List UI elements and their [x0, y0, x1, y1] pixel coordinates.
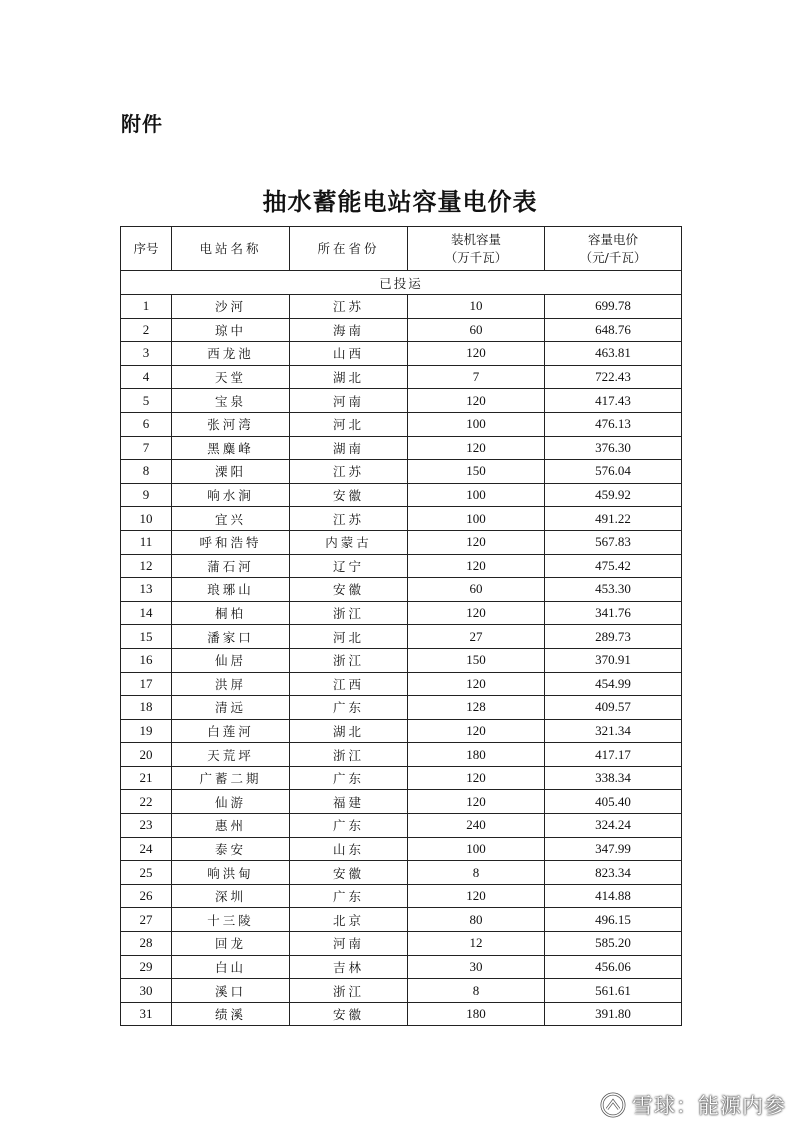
cell-seq: 27 [121, 908, 172, 932]
cell-seq: 25 [121, 861, 172, 885]
table-row [121, 884, 682, 908]
cell-station: 琼中 [172, 318, 290, 342]
table-row [121, 365, 682, 389]
table-row [121, 1002, 682, 1026]
cell-capacity: 120 [408, 342, 545, 366]
cell-price: 409.57 [545, 696, 682, 720]
cell-seq: 7 [121, 436, 172, 460]
cell-station: 沙河 [172, 295, 290, 319]
cell-price: 459.92 [545, 483, 682, 507]
cell-station: 清远 [172, 696, 290, 720]
cell-station: 溧阳 [172, 460, 290, 484]
cell-station: 深圳 [172, 884, 290, 908]
table-row [121, 648, 682, 672]
cell-seq: 29 [121, 955, 172, 979]
cell-capacity: 7 [408, 365, 545, 389]
cell-station: 白莲河 [172, 719, 290, 743]
header-capacity-label: 装机容量 [450, 231, 501, 247]
cell-province: 吉林 [290, 955, 408, 979]
cell-price: 463.81 [545, 342, 682, 366]
cell-capacity: 150 [408, 648, 545, 672]
cell-province: 海南 [290, 318, 408, 342]
cell-capacity: 128 [408, 696, 545, 720]
cell-price: 567.83 [545, 530, 682, 554]
cell-price: 289.73 [545, 625, 682, 649]
header-capacity-unit: （万千瓦） [444, 249, 508, 265]
table-row [121, 814, 682, 838]
cell-capacity: 120 [408, 766, 545, 790]
table-row [121, 861, 682, 885]
cell-station: 天堂 [172, 365, 290, 389]
cell-station: 潘家口 [172, 625, 290, 649]
cell-seq: 18 [121, 696, 172, 720]
cell-province: 湖北 [290, 719, 408, 743]
table-row [121, 719, 682, 743]
page-title: 抽水蓄能电站容量电价表 [262, 188, 538, 216]
table-row [121, 837, 682, 861]
cell-capacity: 120 [408, 719, 545, 743]
cell-station: 天荒坪 [172, 743, 290, 767]
cell-seq: 3 [121, 342, 172, 366]
header-price [545, 227, 682, 271]
cell-seq: 5 [121, 389, 172, 413]
section-label: 已投运 [121, 271, 682, 295]
cell-price: 476.13 [545, 412, 682, 436]
cell-capacity: 60 [408, 578, 545, 602]
cell-station: 白山 [172, 955, 290, 979]
cell-capacity: 60 [408, 318, 545, 342]
header-capacity [408, 227, 545, 271]
cell-station: 西龙池 [172, 342, 290, 366]
cell-province: 广东 [290, 814, 408, 838]
cell-price: 475.42 [545, 554, 682, 578]
cell-province: 湖北 [290, 365, 408, 389]
cell-province: 河南 [290, 389, 408, 413]
cell-price: 341.76 [545, 601, 682, 625]
header-station: 电站名称 [172, 227, 290, 271]
table-row [121, 790, 682, 814]
xueqiu-logo-icon [600, 1092, 626, 1118]
cell-price: 405.40 [545, 790, 682, 814]
cell-seq: 2 [121, 318, 172, 342]
cell-seq: 4 [121, 365, 172, 389]
cell-station: 溪口 [172, 979, 290, 1003]
cell-capacity: 120 [408, 436, 545, 460]
cell-seq: 24 [121, 837, 172, 861]
cell-province: 安徽 [290, 483, 408, 507]
cell-seq: 26 [121, 884, 172, 908]
header-price-label: 容量电价 [587, 231, 638, 247]
cell-seq: 1 [121, 295, 172, 319]
cell-capacity: 100 [408, 412, 545, 436]
cell-capacity: 8 [408, 979, 545, 1003]
cell-capacity: 150 [408, 460, 545, 484]
cell-capacity: 180 [408, 743, 545, 767]
cell-station: 琅琊山 [172, 578, 290, 602]
cell-station: 响水涧 [172, 483, 290, 507]
cell-price: 453.30 [545, 578, 682, 602]
cell-price: 648.76 [545, 318, 682, 342]
cell-seq: 10 [121, 507, 172, 531]
cell-station: 宜兴 [172, 507, 290, 531]
cell-station: 呼和浩特 [172, 530, 290, 554]
cell-seq: 30 [121, 979, 172, 1003]
table-row [121, 578, 682, 602]
table-row [121, 412, 682, 436]
section-row [121, 271, 682, 295]
cell-price: 376.30 [545, 436, 682, 460]
cell-capacity: 30 [408, 955, 545, 979]
table-row [121, 696, 682, 720]
header-province: 所在省份 [290, 227, 408, 271]
cell-capacity: 8 [408, 861, 545, 885]
cell-station: 十三陵 [172, 908, 290, 932]
cell-price: 370.91 [545, 648, 682, 672]
table-row [121, 389, 682, 413]
cell-province: 浙江 [290, 743, 408, 767]
cell-price: 491.22 [545, 507, 682, 531]
cell-province: 内蒙古 [290, 530, 408, 554]
cell-province: 辽宁 [290, 554, 408, 578]
cell-station: 黑麋峰 [172, 436, 290, 460]
table-row [121, 979, 682, 1003]
cell-station: 蒲石河 [172, 554, 290, 578]
cell-capacity: 120 [408, 389, 545, 413]
cell-station: 仙居 [172, 648, 290, 672]
cell-province: 广东 [290, 884, 408, 908]
cell-seq: 19 [121, 719, 172, 743]
cell-seq: 11 [121, 530, 172, 554]
cell-province: 江苏 [290, 460, 408, 484]
table-row [121, 507, 682, 531]
cell-price: 347.99 [545, 837, 682, 861]
table-row [121, 601, 682, 625]
cell-province: 河北 [290, 625, 408, 649]
cell-price: 391.80 [545, 1002, 682, 1026]
table-row [121, 766, 682, 790]
cell-seq: 12 [121, 554, 172, 578]
cell-capacity: 10 [408, 295, 545, 319]
cell-province: 江西 [290, 672, 408, 696]
cell-seq: 20 [121, 743, 172, 767]
cell-station: 响洪甸 [172, 861, 290, 885]
table-row [121, 908, 682, 932]
header-seq: 序号 [121, 227, 172, 271]
cell-province: 湖南 [290, 436, 408, 460]
cell-seq: 23 [121, 814, 172, 838]
cell-capacity: 240 [408, 814, 545, 838]
attachment-label: 附件 [121, 112, 163, 136]
cell-capacity: 100 [408, 483, 545, 507]
table-row [121, 436, 682, 460]
cell-province: 广东 [290, 696, 408, 720]
cell-price: 722.43 [545, 365, 682, 389]
table-header-row [121, 227, 682, 271]
cell-price: 324.24 [545, 814, 682, 838]
cell-price: 321.34 [545, 719, 682, 743]
cell-price: 576.04 [545, 460, 682, 484]
cell-price: 414.88 [545, 884, 682, 908]
cell-station: 广蓄二期 [172, 766, 290, 790]
cell-price: 496.15 [545, 908, 682, 932]
cell-province: 福建 [290, 790, 408, 814]
cell-station: 洪屏 [172, 672, 290, 696]
price-table [120, 226, 682, 1026]
cell-province: 河南 [290, 932, 408, 956]
cell-capacity: 120 [408, 884, 545, 908]
table-row [121, 672, 682, 696]
cell-seq: 6 [121, 412, 172, 436]
table-row [121, 955, 682, 979]
cell-price: 561.61 [545, 979, 682, 1003]
cell-price: 417.43 [545, 389, 682, 413]
cell-province: 浙江 [290, 601, 408, 625]
cell-province: 广东 [290, 766, 408, 790]
cell-province: 安徽 [290, 578, 408, 602]
cell-capacity: 80 [408, 908, 545, 932]
cell-capacity: 120 [408, 554, 545, 578]
cell-province: 安徽 [290, 861, 408, 885]
cell-price: 585.20 [545, 932, 682, 956]
cell-capacity: 100 [408, 507, 545, 531]
cell-seq: 17 [121, 672, 172, 696]
table-row [121, 342, 682, 366]
cell-province: 河北 [290, 412, 408, 436]
cell-seq: 8 [121, 460, 172, 484]
table-row [121, 530, 682, 554]
cell-province: 山东 [290, 837, 408, 861]
cell-station: 回龙 [172, 932, 290, 956]
cell-seq: 14 [121, 601, 172, 625]
table-row [121, 460, 682, 484]
cell-capacity: 12 [408, 932, 545, 956]
cell-price: 417.17 [545, 743, 682, 767]
cell-province: 山西 [290, 342, 408, 366]
cell-price: 699.78 [545, 295, 682, 319]
cell-station: 仙游 [172, 790, 290, 814]
cell-capacity: 120 [408, 601, 545, 625]
cell-province: 北京 [290, 908, 408, 932]
table-row [121, 483, 682, 507]
cell-price: 454.99 [545, 672, 682, 696]
table-row [121, 554, 682, 578]
cell-station: 泰安 [172, 837, 290, 861]
cell-province: 江苏 [290, 295, 408, 319]
cell-price: 823.34 [545, 861, 682, 885]
cell-price: 338.34 [545, 766, 682, 790]
cell-capacity: 180 [408, 1002, 545, 1026]
cell-capacity: 120 [408, 790, 545, 814]
cell-province: 江苏 [290, 507, 408, 531]
cell-station: 桐柏 [172, 601, 290, 625]
cell-price: 456.06 [545, 955, 682, 979]
watermark-text: 雪球：能源内参 [632, 1094, 786, 1118]
cell-station: 宝泉 [172, 389, 290, 413]
cell-province: 安徽 [290, 1002, 408, 1026]
table-row [121, 295, 682, 319]
cell-capacity: 120 [408, 530, 545, 554]
cell-seq: 22 [121, 790, 172, 814]
table-row [121, 318, 682, 342]
table-row [121, 932, 682, 956]
cell-seq: 21 [121, 766, 172, 790]
cell-province: 浙江 [290, 648, 408, 672]
cell-station: 惠州 [172, 814, 290, 838]
cell-province: 浙江 [290, 979, 408, 1003]
table-row [121, 625, 682, 649]
cell-seq: 9 [121, 483, 172, 507]
watermark [600, 1090, 786, 1120]
cell-seq: 28 [121, 932, 172, 956]
cell-capacity: 27 [408, 625, 545, 649]
cell-station: 张河湾 [172, 412, 290, 436]
cell-seq: 16 [121, 648, 172, 672]
cell-seq: 13 [121, 578, 172, 602]
cell-seq: 15 [121, 625, 172, 649]
cell-seq: 31 [121, 1002, 172, 1026]
table-row [121, 743, 682, 767]
header-price-unit: （元/千瓦） [579, 249, 647, 265]
cell-station: 绩溪 [172, 1002, 290, 1026]
cell-capacity: 100 [408, 837, 545, 861]
cell-capacity: 120 [408, 672, 545, 696]
